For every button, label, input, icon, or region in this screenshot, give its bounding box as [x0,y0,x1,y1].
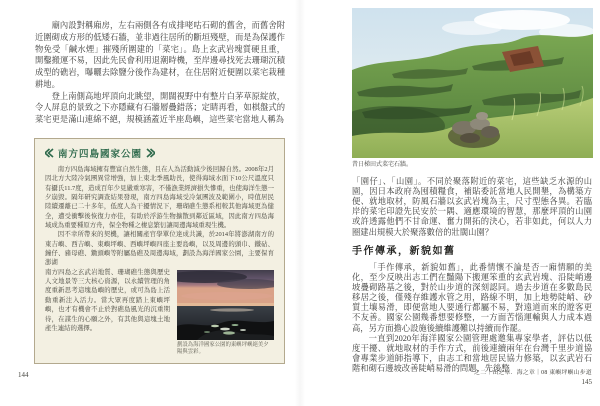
page-number-right: 145 [581,378,592,386]
box-title: 南方四島國家公園 [58,150,143,160]
sunset-photo-figure [177,270,274,356]
body-paragraph: 「園仔」、「山園」。不同於聚落附近的菜宅，這些缺乏水源的山園，因日本政府為囤積糧食，補貼委託當地人民開墾，為構築方便、就地取材，防風石牆以玄武岩塊為主，尺寸型態各異。若臨岸的菜宅印證先民安於一隅、適應環境的智慧，那麼坪頂的山園或許透露他們不甘命運、奮力開拓的決心，若非如此，何以人力圈建出規模大於聚落數倍的壯闊山園？ [352,177,592,237]
double-angle-right-icon [146,148,155,158]
box-paragraph: 南方四島海域擁有豐富自然生態，且在人為活動減少後回歸自然。2008年2月因北方大陸冷氣團異常增強，加上東北季風助長，使得海域水面下10公尺溫度只有攝氏11.7度，造成百年少見嚴重寒害，不僅漁業經濟損失慘重，也使海洋生態一夕崩毀。隔年研究調查結果發現，南方四島海域受冷氣團波及範圍小，時值居民陸續遷離已二十多年，低度人為干擾情況下，珊瑚礁生態系相較其他海域更為健全，遭受衝擊後恢復力亦佳，有助於浮游生物擴散到鄰近區域，因此南方四島海域成為重要種原方舟，保全物種之棲息繁衍讓周邊海域重現生機。 [45,166,274,230]
body-paragraph: 登上南側高地坪頂向北眺望，開闊視野中有整片白茅草原綻放，令人屏息的景致之下亦隱藏有石牆層疊錯落；定睛再看，如棋盤式的菜宅更是滿山連綿不絕，規模涵蓋近半座島嶼，這些菜宅當地人稱為 [35,91,285,125]
page-gutter [295,0,305,406]
page-number-left: 144 [18,371,29,379]
body-paragraph: 一直到2020年海洋國家公園管理處邀集專家學者，評估以低度干擾、就地取材的手作方式，前後連續兩年在台灣千里步道協會專業步道師指導下，由志工和當地居民協力修築，以玄武岩石階和砌石邊坡改善陡峭易滑的問題，先後整 [352,333,592,373]
box-title-row [45,146,274,160]
photo-caption: 昔日梯田式菜宅石牆。 [352,162,413,168]
box-paragraph: 南方四島之玄武岩地質、珊瑚礁生態與歷史人文地景等三大核心資源，以永續管理的角度重新思考這塊島嶼的歷史，或可為島上活動重新注入活力。當大眾再度踏上東嶼坪嶼，也才有機會不止於對礁島風光的沉重期待，在謀生的心願之外，有其他與這塊土地產生連結的選擇。 [45,268,170,332]
box-text-with-photo [45,268,274,355]
sidebar-box-national-park [34,138,285,364]
section-heading: 手作傳承，新貌如舊 [352,245,456,257]
hillside-photo-figure [352,8,593,169]
body-paragraph: 廟內設對稱廂房，左右兩側各有成排咾咕石砌的舊舍，而舊舍附近圍砌成方形的低矮石牆，並非過往居所的斷垣殘壁，而是為保護作物免受「鹹水煙」摧殘所圍建的「菜宅」。島上玄武岩塊質硬且重，開鑿搬運不易，因此先民會利用退潮時機，至岸邊尋找死去珊瑚沉積成型的礁岩，曝曬去除鹽分後作為建材，在住居附近便圍以菜宅栽種耕地。 [35,21,285,89]
box-paragraph: 因不幸所帶來的契機，讓相關產官學單位達成共識，於2014年將澎湖南方的東吉嶼、西吉嶼、東嶼坪嶼、西嶼坪嶼四座主要島嶼，以及周邊的頭巾、鐵砧、鐘仔、豬母礁、鋤頭嶼等附屬島礁及周邊海域，劃設為海洋國家公園，主要保育澎湖 [45,231,274,267]
double-angle-left-icon [45,148,54,158]
left-page-body-text [35,20,285,126]
body-paragraph: 「手作傳承，新貌如舊」，此番情懷不論是否一廂情願的美化，至少反映出志工們在豔陽下搬運笨重的玄武岩塊、沿陡峭邊坡疊砌路基之後，對於山步道的深刻認同。過去步道在多數島民移居之後，僅殘存維護水管之用，路線不明，加上地勢陡峭、砂質土壤易滑，即便當地人要通行都屬不易，對遠道而來的遊客更不友善。國家公園幾番想要修整，一方面苦惱運輸與人力成本過高，另方面擔心設施後續維護難以持續而作罷。 [352,262,592,333]
running-footer: 之二｜山之章．海之章｜08 東嶼坪嶼山步道 [474,370,592,376]
right-page-footer [352,367,592,386]
right-page-body-text [352,177,592,374]
photo-caption: 劃設為海洋國家公園的東嶼坪嶼絕美夕陽與雲彩。 [177,341,269,355]
terraced-hill-photo [352,8,593,158]
sunset-sea-photo [177,270,274,340]
